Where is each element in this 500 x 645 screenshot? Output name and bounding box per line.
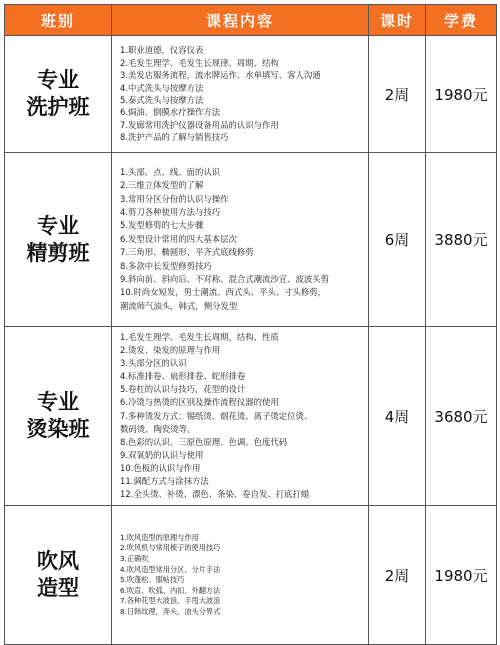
header-class: 班别 [5, 5, 112, 36]
list-item: 7.三角形、椭圆形、平齐式底线修剪 [120, 247, 254, 258]
list-item: 8.日韩纹理，奔头、油头分界式 [120, 607, 221, 616]
course-fee: 3880元 [426, 153, 497, 327]
course-fee-table [4, 4, 497, 645]
list-item: 2.三维立体发型的了解 [120, 180, 204, 191]
list-item: 1.职业道德，仪容仪表 [120, 45, 204, 56]
course-fee: 1980元 [426, 36, 497, 153]
list-item: 4.剪刀各种使用方法与技巧 [120, 206, 221, 217]
list-item: 3.美发店服务流程，流水牌运作、水单填写、客人沟通 [120, 70, 321, 81]
content-list [120, 331, 364, 501]
content-list [120, 533, 364, 618]
list-item: 8.色彩的认识、三原色原理、色调、色度代码 [120, 436, 288, 447]
list-item: 1.头部、点、线、面的认识 [120, 166, 221, 177]
course-hours: 6周 [369, 153, 426, 327]
list-item: 1.毛发生理学、毛发生长周期，结构、性质 [120, 332, 279, 342]
list-item: 11.调配方式与涂抹方法 [120, 476, 209, 487]
course-content [112, 506, 369, 645]
list-item: 7.多种烫发方式：锡纸烫、烟花烫、离子烫定位烫、 [120, 410, 313, 421]
list-item: 2.烫发、染发的原理与作用 [120, 345, 221, 356]
content-list [120, 44, 364, 143]
list-item: 5.吹蓬松、服帖技巧 [120, 575, 185, 585]
list-item: 12.全头烫、补烫、漂色、条染、卷自发、打底打蜡 [120, 489, 310, 500]
course-hours: 2周 [369, 506, 426, 645]
course-content [112, 327, 369, 506]
list-item: 6.发型设计常用的四大基本层次 [120, 233, 237, 244]
list-item: 4.吹风造型常用分区、分片手法 [120, 564, 221, 574]
list-item: 潮流师气油头，韩式，侧分发型 [120, 300, 238, 311]
class-name-line1: 吹风 [37, 549, 79, 574]
list-item: 5.发型修剪的七大步骤 [120, 220, 204, 231]
class-name-line2: 烫染班 [26, 417, 90, 442]
table-row [5, 153, 497, 327]
course-fee: 3680元 [426, 327, 497, 506]
class-name [5, 506, 112, 645]
list-item: 数码烫、陶瓷烫等。 [120, 423, 196, 434]
list-item: 2.吹风机与常用梳子的使用技巧 [120, 543, 221, 553]
list-item: 5.泰式洗头与按摩方法 [120, 95, 204, 105]
class-name-line2: 精剪班 [26, 240, 90, 265]
list-item: 8.多款中长发型修剪技巧 [120, 260, 212, 271]
class-name-line1: 专业 [37, 213, 79, 238]
list-item: 4.标准排卷、扇形排卷、蛇形排卷 [120, 371, 246, 382]
course-content [112, 153, 369, 327]
class-name [5, 327, 112, 506]
list-item: 10.色板的认识与作用 [120, 462, 201, 473]
class-name [5, 153, 112, 327]
course-content [112, 36, 369, 153]
list-item: 2.毛发生理学、毛发生长规律、周期、结构 [120, 57, 279, 68]
header-content: 课程内容 [112, 5, 369, 36]
list-item: 3.常用分区分份的认识与操作 [120, 193, 229, 204]
table-row [5, 327, 497, 506]
list-item: 6.吹直、吹弧、内扣、外翻方法 [120, 585, 221, 595]
course-hours: 4周 [369, 327, 426, 506]
list-item: 3.头部分区的认识 [120, 358, 187, 369]
class-name-line1: 专业 [37, 68, 79, 92]
list-item: 9.双氧奶的认识与使用 [120, 449, 204, 460]
table-row [5, 506, 497, 645]
list-item: 1.吹风造型的原理与作用 [120, 532, 199, 542]
class-name-line2: 洗护班 [26, 95, 90, 119]
table-row [5, 36, 497, 153]
list-item: 9.斜向前、斜向后、不对称、混合式潮流沙宣、波波头剪 [120, 274, 329, 285]
list-item: 6.焗油、倒膜水疗操作方法 [120, 107, 221, 118]
course-fee: 1980元 [426, 506, 497, 645]
list-item: 10.时尚女短发，男士潮流、西式头、平头、寸头修剪， [120, 287, 326, 298]
list-item: 7.各种花型大波浪、手甩大波浪 [120, 596, 221, 606]
list-item: 7.发廊常用洗护仪器设备用品的认识与作用 [120, 119, 279, 130]
list-item: 6.冷烫与热烫的区别及操作流程仪器的使用 [120, 397, 279, 408]
list-item: 5.卷杠的认识与技巧，花型的设计 [120, 384, 246, 395]
list-item: 4.中式洗头与按摩方法 [120, 82, 204, 93]
class-name-line1: 专业 [37, 390, 79, 415]
content-list [120, 166, 364, 313]
table-header-row [5, 5, 497, 36]
list-item: 8.洗护产品的了解与销售技巧 [120, 132, 229, 143]
class-name-line2: 造型 [37, 576, 79, 601]
class-name [5, 36, 112, 153]
header-fee: 学费 [426, 5, 497, 36]
course-hours: 2周 [369, 36, 426, 153]
list-item: 3.正确吹 [120, 554, 149, 564]
header-hours: 课时 [369, 5, 426, 36]
